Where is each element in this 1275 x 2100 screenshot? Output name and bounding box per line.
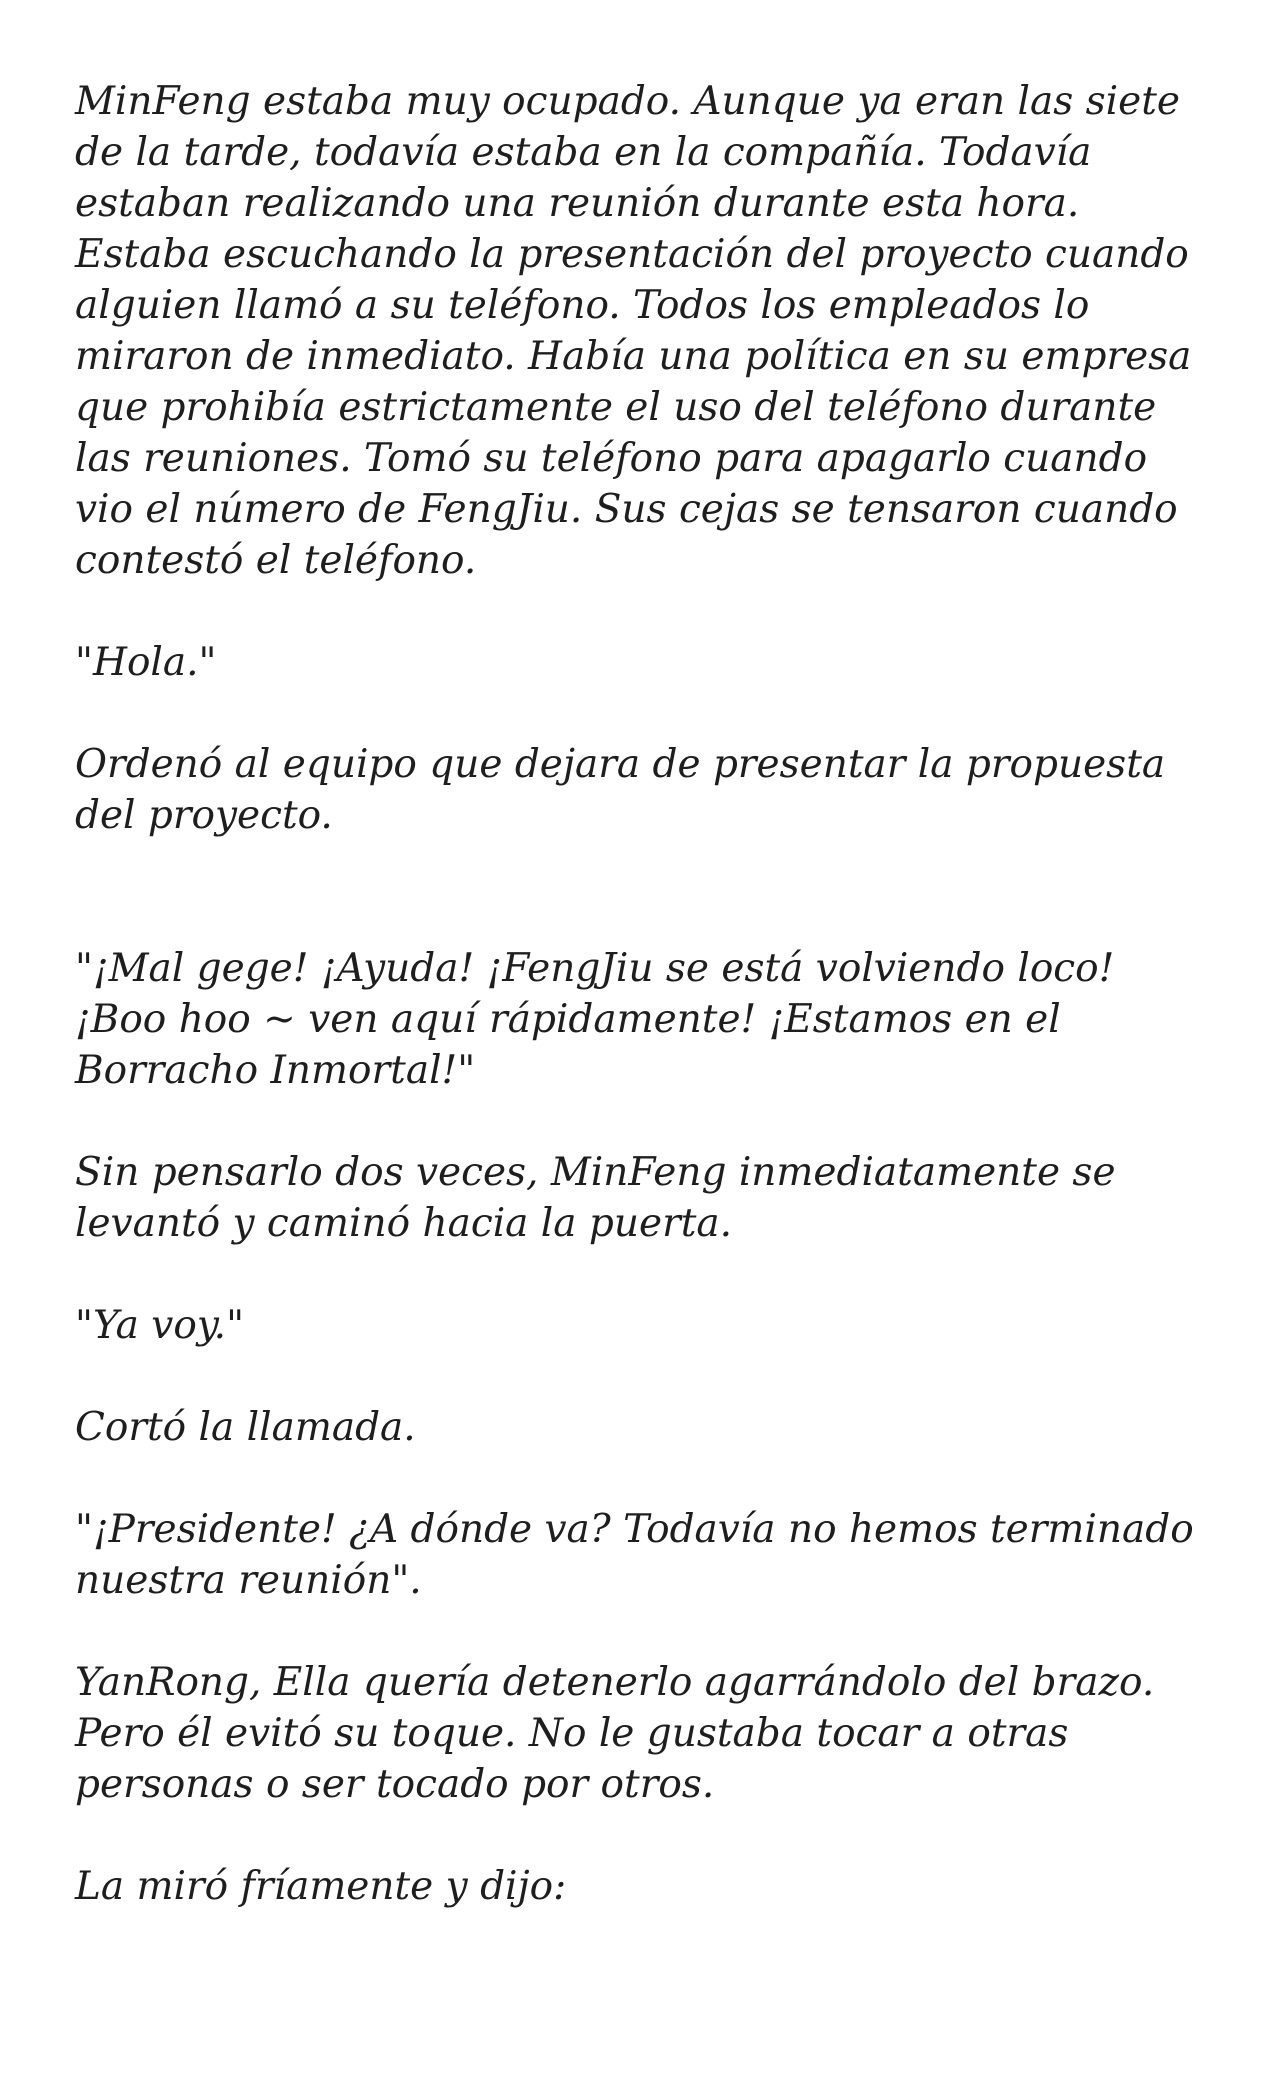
paragraph-6: "Ya voy." xyxy=(75,1303,245,1348)
paragraph-3: Ordenó al equipo que dejara de presentar la propuesta del proyecto. xyxy=(75,742,1166,838)
paragraph-8: "¡Presidente! ¿A dónde va? Todavía no hemos terminado nuestra reunión". xyxy=(75,1507,1194,1603)
paragraph-2: "Hola." xyxy=(75,640,217,685)
paragraph-7: Cortó la llamada. xyxy=(75,1405,416,1450)
paragraph-1: MinFeng estaba muy ocupado. Aunque ya eran las siete de la tarde, todavía estaba en la compañía. Todavía estaban realizando una reunión durante esta hora. Estaba escuchando la presentación del proyecto cuando alguien llamó a su teléfono. Todos los empleados lo miraron de inmediato. Había una política en su empresa que prohibía estrictamente el uso del teléfono durante las reuniones. Tomó su teléfono para apagarlo cuando vio el número de FengJiu. Sus cejas se tensaron cuando contestó el teléfono. xyxy=(75,79,1192,583)
paragraph-4: "¡Mal gege! ¡Ayuda! ¡FengJiu se está volviendo loco! ¡Boo hoo ~ ven aquí rápidamente! ¡Estamos en el Borracho Inmortal!" xyxy=(75,946,1115,1093)
paragraph-9: YanRong, Ella quería detenerlo agarrándolo del brazo. Pero él evitó su toque. No le gustaba tocar a otras personas o ser tocado por otros. xyxy=(75,1660,1155,1807)
paragraph-5: Sin pensarlo dos veces, MinFeng inmediatamente se levantó y caminó hacia la puerta. xyxy=(75,1150,1116,1246)
paragraph-10: La miró fríamente y dijo: xyxy=(75,1864,567,1909)
document-body xyxy=(75,76,1205,1912)
